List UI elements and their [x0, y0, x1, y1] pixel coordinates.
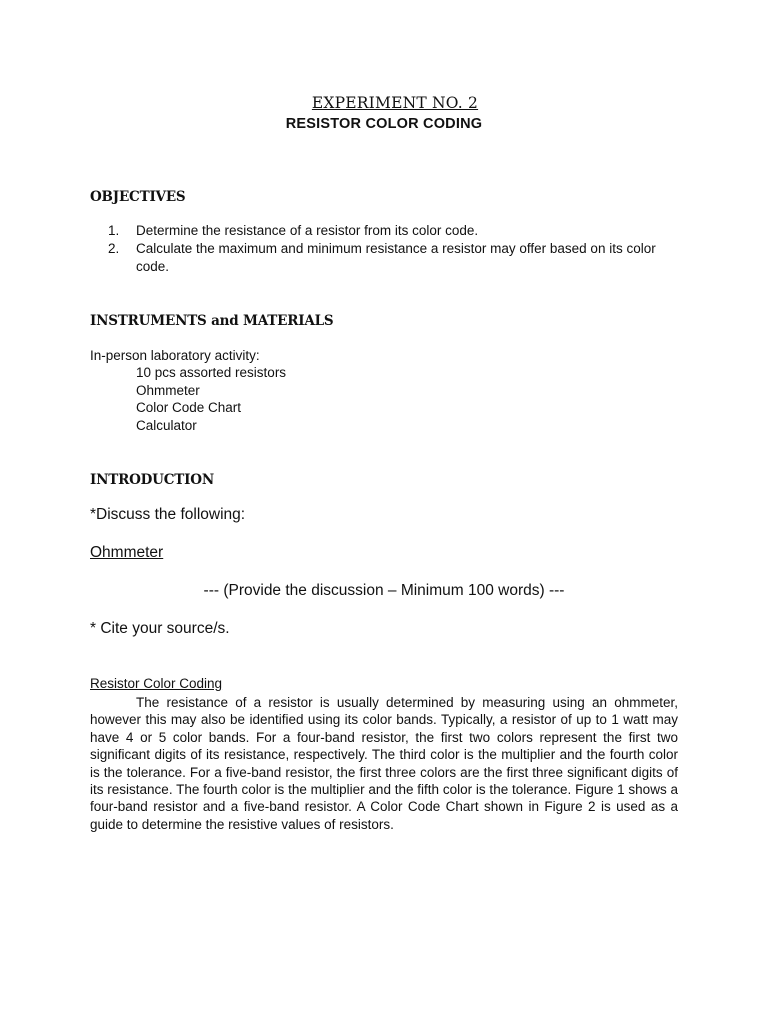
experiment-title: EXPERIMENT NO. 2 [311, 94, 479, 112]
materials-heading: INSTRUMENTS and MATERIALS [90, 313, 334, 329]
material-item: Color Code Chart [136, 400, 242, 415]
introduction-heading: INTRODUCTION [90, 472, 214, 488]
objective-number: 2. [108, 241, 120, 256]
objective-item-2 [108, 240, 688, 276]
material-item: Ohmmeter [136, 382, 200, 398]
discuss-prompt: *Discuss the following: [90, 506, 246, 523]
materials-list [136, 364, 286, 434]
objectives-heading: OBJECTIVES [90, 189, 186, 205]
objective-text: Determine the resistance of a resistor from its color code. [136, 223, 479, 238]
experiment-subtitle: RESISTOR COLOR CODING [285, 116, 483, 132]
objective-text: Calculate the maximum and minimum resistance a resistor may offer based on its color code. [136, 241, 656, 274]
material-item: Calculator [136, 417, 197, 433]
objectives-list [108, 222, 688, 276]
color-coding-paragraph: The resistance of a resistor is usually determined by measuring using an ohmmeter, however this may also be identified using its color bands. Typically, a resistor of up to 1 watt may have 4 or 5 color bands. For a four-band resistor, the first two colors represent the first two significant digits of its resistance, respectively. The third color is the multiplier and the fourth color is the tolerance. For a five-band resistor, the first three colors are the first three significant digits of its resistance. The fourth color is the multiplier and the fifth color is the tolerance. Figure 1 shows a four-band resistor and a five-band resistor. A Color Code Chart shown in Figure 2 is used as a guide to determine the resistive values of resistors. [90, 695, 678, 832]
materials-intro: In-person laboratory activity: [90, 348, 260, 363]
objective-item-1 [108, 222, 688, 240]
discussion-placeholder: --- (Provide the discussion – Minimum 100 words) --- [203, 582, 565, 599]
cite-sources-note: * Cite your source/s. [90, 620, 230, 637]
ohmmeter-topic: Ohmmeter [90, 544, 164, 561]
objective-number: 1. [108, 223, 120, 238]
color-coding-heading: Resistor Color Coding [90, 676, 223, 691]
material-item: 10 pcs assorted resistors [136, 365, 287, 380]
